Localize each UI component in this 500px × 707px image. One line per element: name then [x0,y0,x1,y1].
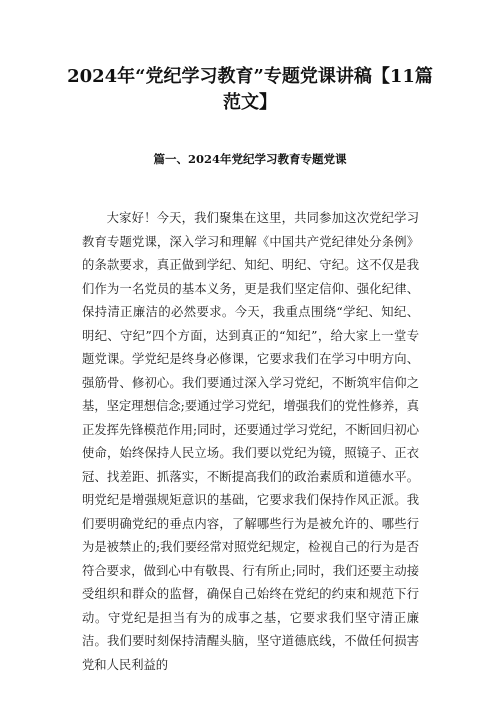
section-heading: 篇一、2024年党纪学习教育专题党课 [153,152,347,166]
document-title: 2024年“党纪学习教育”专题党课讲稿【11篇范文】 [67,66,433,113]
body-paragraph: 大家好！今天，我们聚集在这里，共同参加这次党纪学习教育专题党课，深入学习和理解《中国共产党纪律处分条例》的条款要求，真正做到学纪、知纪、明纪、守纪。这不仅是我们作为一名党员的基本义务，更是我们坚定信仰、强化纪律、保持清正廉洁的必然要求。今天，我重点围绕“学纪、知纪、明纪、守纪”四个方面，达到真正的“知纪”，给大家上一堂专题党课。学党纪是终身必修课，它要求我们在学习中明方向、强筋骨、修初心。我们要通过深入学习党纪，不断筑牢信仰之基，坚定理想信念;要通过学习党纪，增强我们的党性修养，真正发挥先锋模范作用;同时，还要通过学习党纪，不断回归初心使命，始终保持人民立场。我们要以党纪为镜，照镜子、正衣冠、找差距、抓落实，不断提高我们的政治素质和道德水平。明党纪是增强规矩意识的基础，它要求我们保持作风正派。我们要明确党纪的垂点内容，了解哪些行为是被允许的、哪些行为是被禁止的;我们要经常对照党纪规定，检视自己的行为是否符合要求，做到心中有敬畏、行有所止;同时，我们还要主动接受组织和群众的监督，确保自己始终在党纪的约束和规范下行动。守党纪是担当有为的成事之基，它要求我们坚守清正廉洁。我们要时刻保持清醒头脑，坚守道德底线，不做任何损害党和人民利益的 [82,211,419,672]
